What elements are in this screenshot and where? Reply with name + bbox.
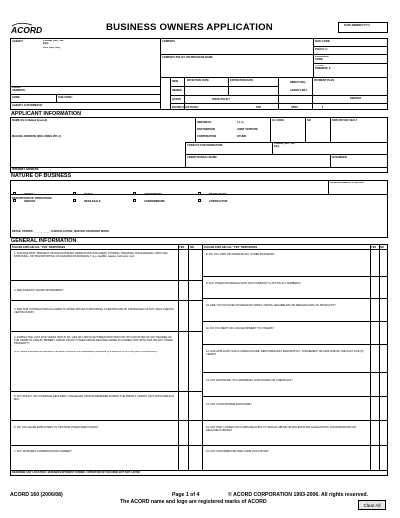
date-field[interactable] bbox=[338, 22, 388, 33]
company-label: COMPANY bbox=[162, 40, 176, 43]
nature-option-retail[interactable]: RETAIL bbox=[73, 182, 93, 200]
applicant-section-title: APPLICANT INFORMATION bbox=[11, 111, 81, 117]
std-label: STD bbox=[256, 106, 262, 109]
program-code-label: PROGRAM CODE: bbox=[315, 56, 329, 61]
agency-bill-label: AGENCY BILL bbox=[290, 89, 308, 92]
policy-no-label: POLICY #: bbox=[315, 48, 328, 51]
contact-label: CONTACT FOR INSPECTION: bbox=[187, 144, 224, 147]
llc-label: L.L.C. bbox=[237, 121, 245, 124]
fax-label: FAX (A/C, No): bbox=[43, 47, 61, 49]
question-12: 12. HAS APPLICANT HAD A FORECLOSURE, REPOSSESSION, BANKRUPTCY, JUDGEMENT OR LIEN DURING THE PAST FIVE (5) YEARS? bbox=[206, 350, 364, 357]
nature-option-service[interactable]: SERVICE bbox=[13, 189, 35, 207]
deposit-dollar: $ bbox=[322, 106, 324, 109]
subcode-label: SUB CODE: bbox=[58, 96, 73, 99]
credit-bureau-label: CREDIT BUREAU NAME bbox=[187, 156, 217, 159]
email-label: E-MAIL ADDRESS: bbox=[12, 87, 26, 92]
question-7: 7. ANY WORKERS COMPENSATION CARRIED? bbox=[14, 450, 72, 453]
internet-label: INTERNET ADDRESS: bbox=[12, 168, 40, 171]
payment-plan-label: PAYMENT PLAN bbox=[314, 79, 335, 82]
name-label: NAME (First Named Insured) bbox=[12, 119, 48, 122]
customer-id-label: AGENCY CUSTOMER ID: bbox=[12, 104, 43, 107]
naic-label: NAIC CODE: bbox=[315, 40, 331, 43]
no-header-right: NO bbox=[380, 246, 384, 249]
form-title: BUSINESS OWNERS APPLICATION bbox=[106, 22, 273, 33]
individual-label: INDIVIDUAL bbox=[197, 121, 212, 124]
nature-option-condominiums[interactable]: CONDOMINIUMS bbox=[133, 189, 165, 207]
describe-interest-label: DESCRIBE ANY LOCATION / BUSINESS INTEREST OWNED / OPERATED BY INSURED BUT NOT LISTED bbox=[12, 471, 141, 474]
mailing-label: MAILING ADDRESS (INCLUDING ZIP+4) bbox=[12, 135, 61, 138]
question-4: 4. DURING THE LAST FIVE YEARS (TEN IN RI), HAS ANY APPLICANT BEEN INDICTED FOR OR CONVICTED OF ANY DEGREE OF THE CRIME OF FRAUD, BRIBERY, ARSON OR ANY OTHER ARSON-RELATED CRIME IN CONNECTION WITH THIS OR ANY OTHER PROPERTY? bbox=[14, 336, 173, 346]
question-5: 5. ANY POLICY OR COVERAGE DECLINED, CANCELLED OR NON-RENEWED DURING THE PRIOR 3 YEARS? (NOT APPLICABLE IN MO) bbox=[14, 395, 174, 402]
direct-bill-label: DIRECT BILL bbox=[290, 81, 307, 84]
yes-header-left: YES bbox=[179, 246, 185, 249]
other-label: OTHER bbox=[237, 135, 247, 138]
bound-label: BOUND (GIVE DATE): bbox=[172, 106, 199, 109]
nature-option-apartments[interactable]: APARTMENTS bbox=[133, 182, 162, 200]
trademark: The ACORD name and logo are registered marks of ACORD bbox=[120, 499, 267, 505]
sic-label: SIC bbox=[307, 119, 312, 122]
page-number: Page 1 of 4 bbox=[172, 492, 200, 498]
renew-label: RENEW bbox=[172, 89, 182, 92]
nature-option-office[interactable]: OFFICE bbox=[13, 182, 34, 200]
question-14: 14. ANY CATASTROPHE EXPOSURE? bbox=[206, 403, 252, 406]
question-16: 16. ANY UNCORRECTED FIRE CODE VIOLATIONS? bbox=[206, 450, 269, 453]
explain-header-right: PLEASE EXPLAIN ALL "YES" RESPONSES bbox=[204, 246, 258, 249]
question-2: 2. ARE ATHLETIC TEAMS SPONSORED? bbox=[14, 289, 64, 292]
explain-header-left: PLEASE EXPLAIN ALL "YES" RESPONSES bbox=[12, 246, 66, 249]
quote-label: QUOTE bbox=[172, 98, 182, 101]
partnership-label: PARTNERSHIP bbox=[197, 128, 216, 131]
question-9: 9. ANY OTHER INSURANCE WITH THIS COMPANY? (LIST POLICY NUMBERS) bbox=[206, 282, 301, 285]
no-header-left: NO bbox=[190, 246, 194, 249]
new-label: NEW bbox=[172, 80, 179, 83]
nature-section-title: NATURE OF BUSINESS bbox=[11, 173, 72, 179]
phone-label: PHONE (A/C, No, Ext): bbox=[43, 40, 64, 45]
yes-header-right: YES bbox=[371, 246, 377, 249]
question-3: 3. ARE SUB CONTRACTORS ALLOWED TO WORK WITHOUT PROVIDING A CERTIFICATE OF INSURANCE? (IF NOT, WHO CHECKS CERTIFICATES? bbox=[14, 308, 174, 315]
clear-all-button[interactable]: Clear All bbox=[358, 500, 386, 510]
date-started-label: DATE BUSINESS STARTED bbox=[330, 182, 364, 184]
date-label: DATE (MM/DD/YYYY) bbox=[344, 24, 370, 27]
question-4-note: (In RI, failure to disclose the existence of an arson conviction is a misdemeanor punishable by a sentence of up to one year of imprisonment). bbox=[14, 351, 158, 353]
gl-code-label: GL CODE bbox=[272, 119, 284, 122]
program-label: COMPANY POLICY OR PROGRAM NAME bbox=[162, 56, 213, 59]
question-6: 6. DO YOU LEASE EMPLOYEES TO OR FROM OTHER EMPLOYERS? bbox=[14, 426, 99, 429]
general-section-title: GENERAL INFORMATION bbox=[11, 238, 77, 244]
description-label: DESCRIPTION OF OPERATIONS bbox=[12, 197, 52, 200]
spec-label: SPEC bbox=[291, 106, 299, 109]
question-8: 8. DO YOU OWN OR OPERATE ANY OTHER BUSINESS? bbox=[206, 253, 275, 256]
effective-label: EFFECTIVE DATE bbox=[187, 79, 209, 82]
form-id: ACORD 160 (2006/08) bbox=[10, 492, 63, 498]
code-label: CODE: bbox=[12, 96, 21, 99]
deposit-label: DEPOSIT bbox=[350, 97, 362, 100]
question-10: 10. ARE YOU INVOLVED IN MANUFACTURING, MIXING, RELABELING OR REPACKAGING OF PRODUCTS? bbox=[206, 304, 336, 307]
question-13: 13. ANY EXPOSURE TO FLAMMABLES, EXPLOSIVES OR CHEMICALS? bbox=[206, 379, 293, 382]
question-11: 11. DO YOU RENT OR LOAN EQUIPMENT TO OTHERS? bbox=[206, 327, 274, 330]
expiration-label: EXPIRATION DATE bbox=[230, 79, 254, 82]
retail-stores-label: RETAIL STORES: ___________ % INSTALLATION, SERVICE OR REPAIR WORK bbox=[12, 230, 109, 233]
id-number-label: ID NUMBER bbox=[332, 156, 347, 159]
corporation-label: CORPORATION bbox=[197, 135, 217, 138]
agency-label: AGENCY bbox=[12, 40, 24, 43]
copyright: © ACORD CORPORATION 1993-2006. All rights reserved. bbox=[228, 492, 368, 498]
nature-option-contractor[interactable]: CONTRACTOR bbox=[198, 189, 227, 207]
joint-venture-label: JOINT VENTURE bbox=[237, 128, 258, 131]
acord-logo bbox=[10, 22, 44, 34]
nature-option-restaurant[interactable]: RESTAURANT bbox=[198, 182, 227, 200]
fein-label: FEIN OR SOC SEC # bbox=[332, 119, 358, 122]
svg-text:ACORD: ACORD bbox=[11, 25, 43, 34]
question-1: 1. DO/HAVE PAST, PRESENT OR DISCONTINUED OPERATIONS INVOLVE(D) STORING, TREATING, DISCHARGING, APPLYING, DISPOSING, OR TRANSPORTING OF HAZARDOUS MATERIAL? (e.g. landfills, wastes, fuel tanks, etc) bbox=[14, 252, 169, 259]
issue-policy-label: ISSUE POLICY bbox=[212, 98, 231, 101]
total-premium-label: TOTAL PREMIUM: $ bbox=[315, 65, 331, 70]
question-15: 15. ANY PAST LOSSES OR CLAIMS RELATING TO SEXUAL ABUSE OR MOLESTATION ALLEGATIONS, DISCRIMINATION OR NEGLIGENT HIRING? bbox=[206, 426, 357, 433]
phone-label-applicant: PHONE (A/C, No, Ext): bbox=[274, 143, 295, 148]
nature-option-wholesale[interactable]: WHOLESALE bbox=[73, 189, 101, 207]
